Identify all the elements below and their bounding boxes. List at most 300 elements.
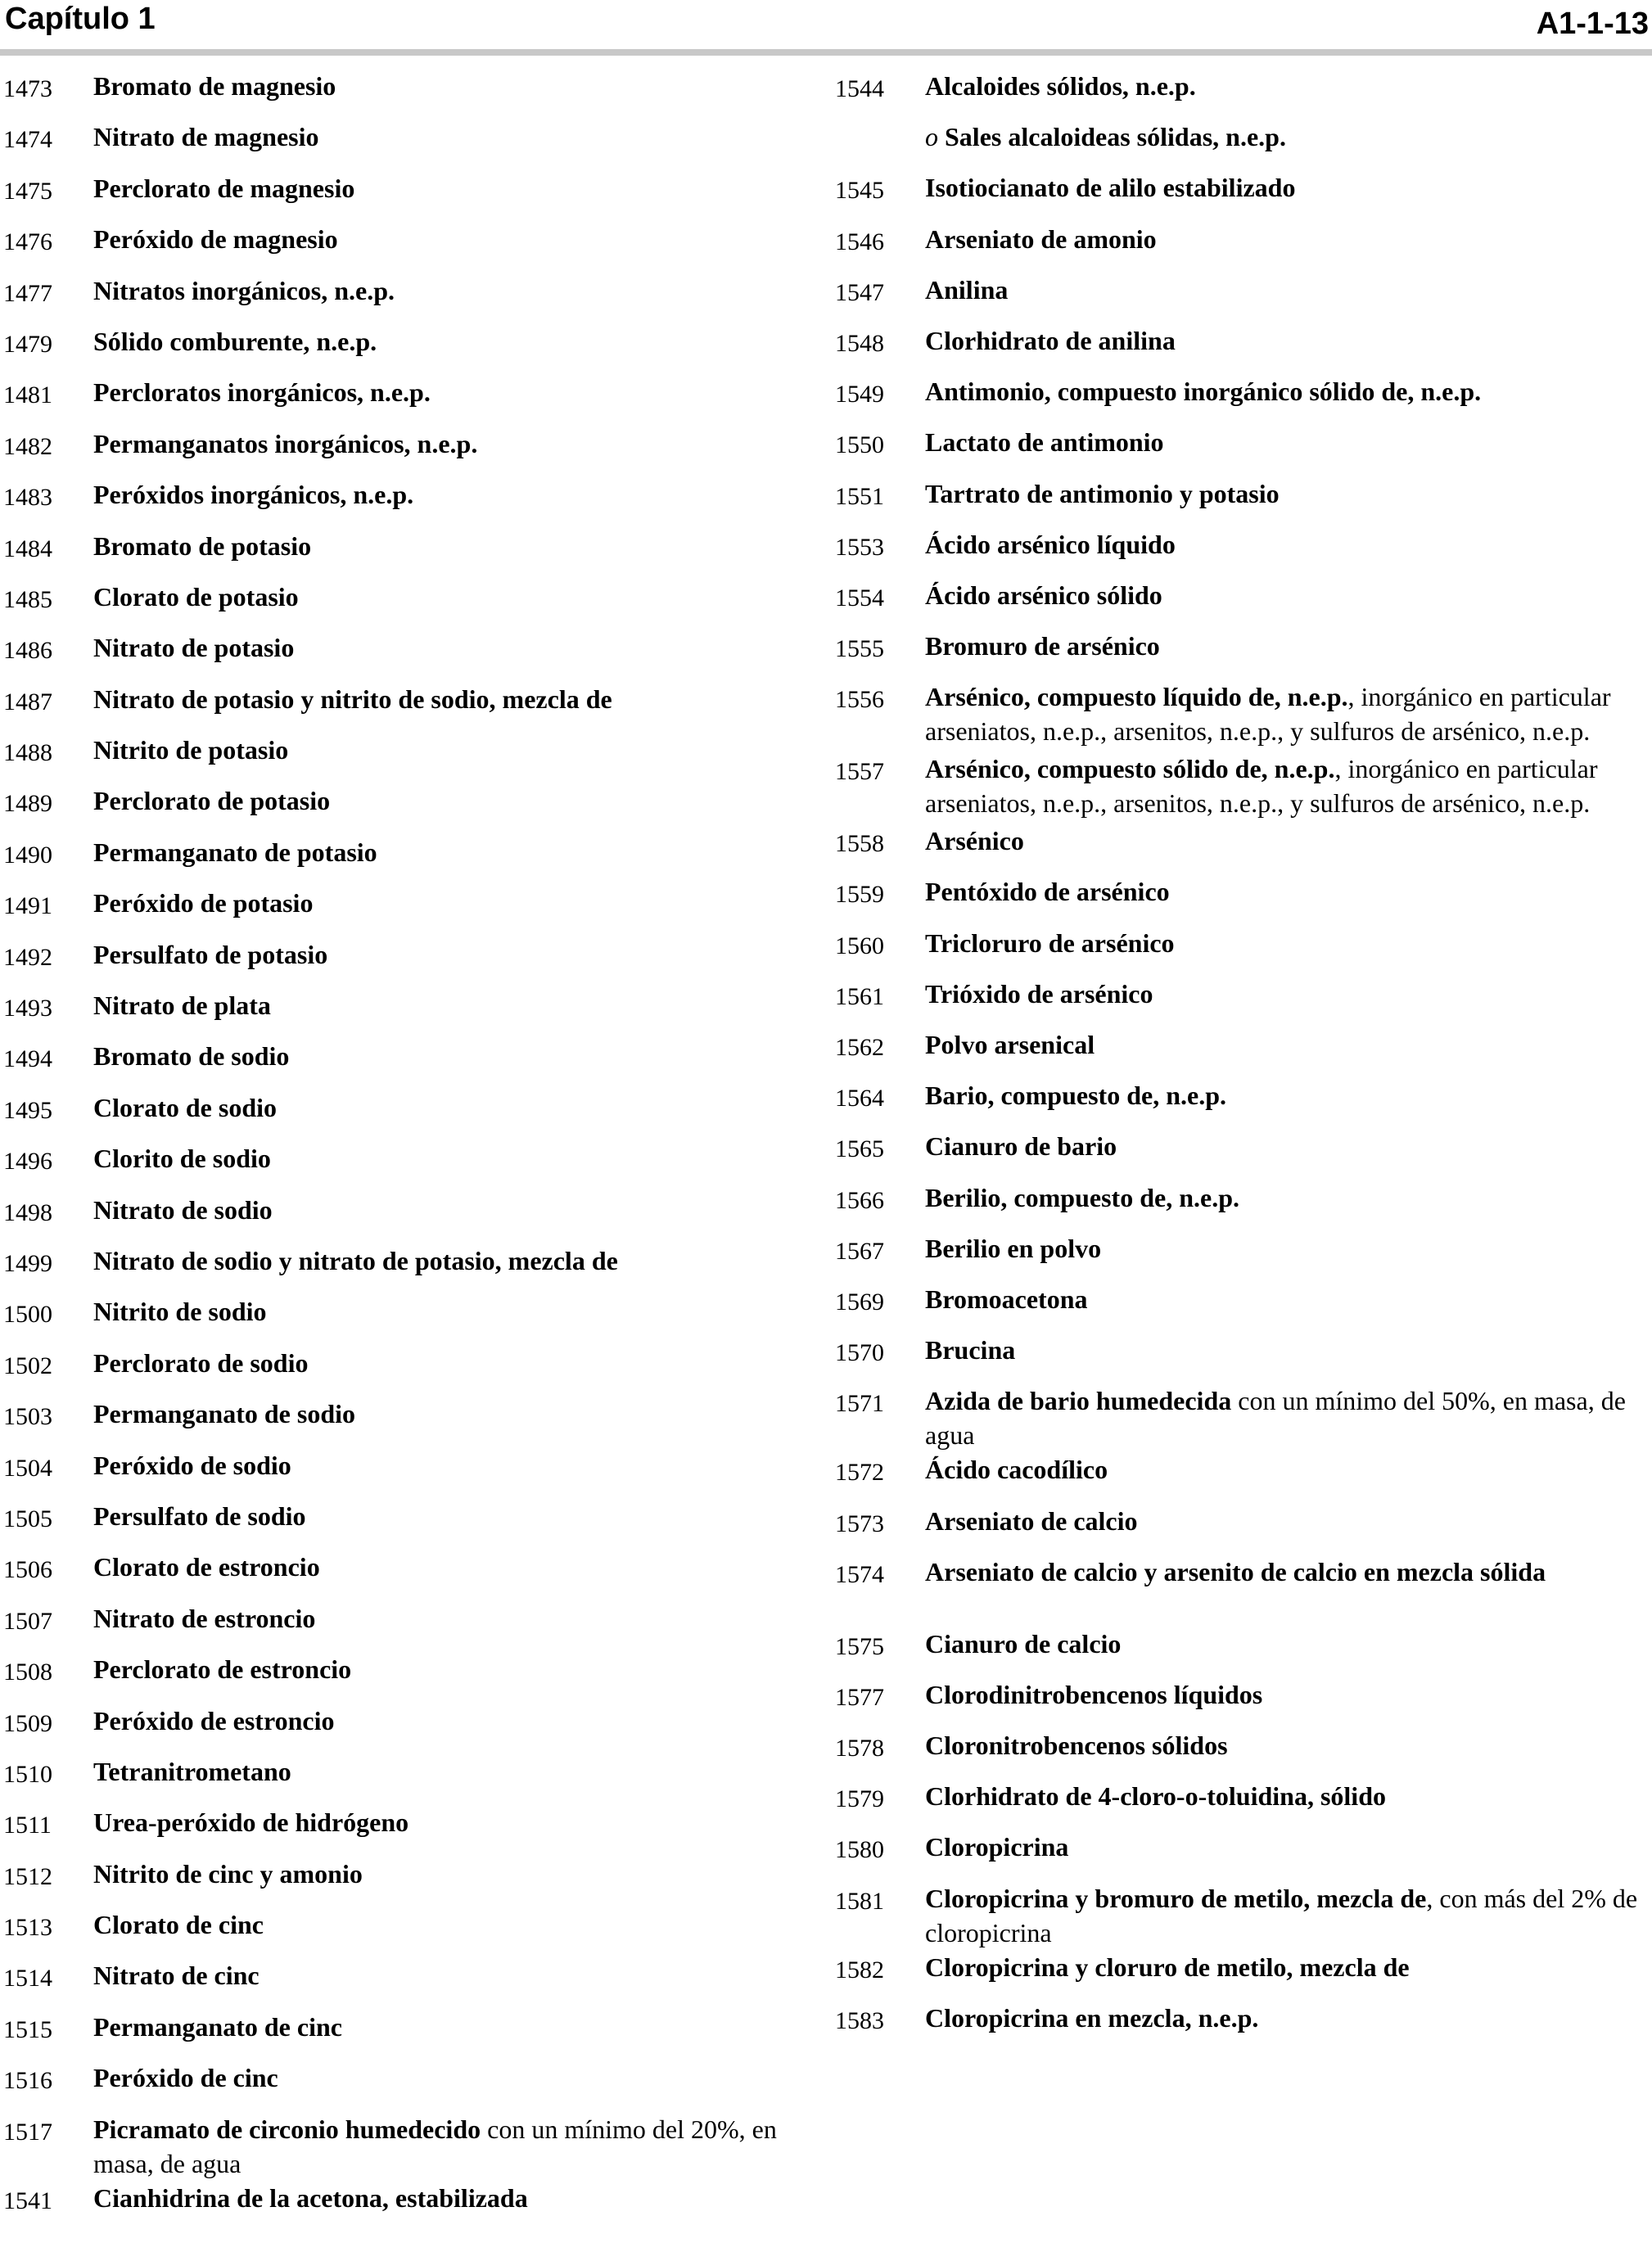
- substance-name: [925, 977, 1645, 1011]
- un-number: 1550: [835, 431, 884, 459]
- un-number: 1506: [3, 1556, 52, 1584]
- substance-name: [925, 1677, 1645, 1712]
- entry-row: [0, 937, 786, 988]
- un-number: 1475: [3, 177, 52, 205]
- un-number: 1476: [3, 228, 52, 256]
- un-number: 1513: [3, 1914, 52, 1942]
- substance-name-bold: Nitrito de potasio: [93, 735, 289, 765]
- entry-row: [835, 374, 1645, 425]
- entry-row: [835, 2001, 1645, 2051]
- entry-row: [0, 1294, 786, 1345]
- substance-name: [925, 1950, 1645, 1984]
- entry-row: [835, 1950, 1645, 2001]
- substance-name-bold: Percloratos inorgánicos, n.e.p.: [93, 377, 431, 408]
- substance-name-bold: Ácido cacodílico: [925, 1455, 1108, 1485]
- substance-name-bold: Permanganatos inorgánicos, n.e.p.: [93, 428, 478, 458]
- un-number: 1583: [835, 2006, 884, 2034]
- substance-name: [93, 1704, 786, 1738]
- entry-row: [0, 630, 786, 681]
- substance-name-bold: Arsénico, compuesto sólido de, n.e.p.: [925, 754, 1335, 784]
- substance-name-bold: Tartrato de antimonio y potasio: [925, 478, 1280, 508]
- substance-name: [925, 1830, 1645, 1864]
- substance-name: [93, 580, 786, 614]
- un-number: 1503: [3, 1403, 52, 1431]
- un-number: 1572: [835, 1459, 884, 1487]
- un-number: 1504: [3, 1454, 52, 1482]
- entry-row: [835, 1627, 1645, 1677]
- entry-row: [0, 477, 786, 528]
- entry-row: [0, 529, 786, 580]
- substance-name-bold: Nitrato de sodio: [93, 1194, 273, 1225]
- entry-row: [0, 783, 786, 834]
- substance-name-bold: Trióxido de arsénico: [925, 978, 1153, 1009]
- un-number: 1507: [3, 1607, 52, 1635]
- substance-name: [925, 1555, 1645, 1589]
- un-number: 1517: [3, 2118, 52, 2146]
- entry-row: [835, 1231, 1645, 1282]
- page-number: A1-1-13: [1536, 7, 1649, 41]
- substance-name: [925, 1231, 1645, 1266]
- un-number: 1481: [3, 381, 52, 409]
- entry-row: [835, 120, 1645, 170]
- substance-name-bold: Bromato de sodio: [93, 1041, 290, 1072]
- substance-name: [93, 477, 786, 512]
- substance-name: [93, 1193, 786, 1227]
- un-number: 1579: [835, 1785, 884, 1813]
- substance-name-bold: Bromuro de arsénico: [925, 631, 1160, 661]
- un-number: 1490: [3, 841, 52, 869]
- substance-name: [925, 170, 1645, 205]
- entry-row: [835, 222, 1645, 273]
- substance-name-bold: Nitrito de cinc y amonio: [93, 1858, 363, 1889]
- un-number: 1499: [3, 1249, 52, 1277]
- substance-name-bold: Perclorato de magnesio: [93, 173, 355, 203]
- un-number: 1560: [835, 932, 884, 959]
- substance-name-bold: Arsénico: [925, 826, 1024, 856]
- entry-row: [835, 977, 1645, 1027]
- substance-name-bold: Bromato de potasio: [93, 530, 312, 561]
- entry-row: [0, 375, 786, 426]
- un-number: 1495: [3, 1096, 52, 1124]
- substance-name: [925, 824, 1645, 858]
- un-number: 1510: [3, 1760, 52, 1788]
- un-number: 1511: [3, 1812, 52, 1839]
- un-number: 1500: [3, 1301, 52, 1329]
- substance-name: [925, 2001, 1645, 2035]
- substance-name-bold: Clorato de sodio: [93, 1092, 277, 1122]
- chapter-title: Capítulo 1: [5, 2, 156, 36]
- substance-name-bold: Clorhidrato de anilina: [925, 325, 1176, 355]
- un-number: 1496: [3, 1148, 52, 1176]
- un-number: 1553: [835, 533, 884, 561]
- un-number: 1473: [3, 75, 52, 102]
- entry-row: [0, 988, 786, 1039]
- un-number: 1571: [835, 1390, 884, 1418]
- substance-name-bold: Bromoacetona: [925, 1284, 1088, 1314]
- substance-name: [925, 323, 1645, 358]
- substance-name: [925, 273, 1645, 307]
- substance-name: [925, 1282, 1645, 1316]
- un-number: 1564: [835, 1085, 884, 1112]
- substance-name: [925, 1627, 1645, 1661]
- substance-name: [93, 937, 786, 972]
- substance-qualifier: , con más del 2% de cloropicrina: [925, 1883, 1638, 1947]
- substance-name: [93, 1857, 786, 1891]
- entry-row: [0, 222, 786, 273]
- substance-name-bold: Nitrato de magnesio: [93, 122, 319, 152]
- entry-row: [0, 1193, 786, 1243]
- substance-name-bold: Peróxido de magnesio: [93, 224, 338, 255]
- substance-name-bold: Tetranitrometano: [93, 1756, 291, 1786]
- substance-name-bold: Perclorato de sodio: [93, 1347, 309, 1378]
- substance-qualifier: , inorgánico en particular arseniatos, n.e.p., arsenitos, n.e.p., y sulfuros de arsénico, n.e.p.: [925, 754, 1598, 819]
- substance-name: [925, 374, 1645, 408]
- un-number: 1574: [835, 1560, 884, 1588]
- substance-name-bold: Lactato de antimonio: [925, 427, 1164, 458]
- substance-name: [93, 835, 786, 869]
- substance-name: [93, 1550, 786, 1584]
- substance-name: [93, 375, 786, 409]
- entry-row: [0, 1243, 786, 1294]
- un-number: 1488: [3, 739, 52, 767]
- substance-name: [93, 630, 786, 665]
- entry-row: [835, 1129, 1645, 1180]
- entry-row: [0, 1550, 786, 1600]
- un-number: 1557: [835, 758, 884, 786]
- substance-name-bold: Cloropicrina: [925, 1832, 1069, 1862]
- substance-name: [925, 1129, 1645, 1163]
- substance-qualifier: con un mínimo del 20%, en masa, de agua: [93, 2114, 777, 2178]
- entry-row: [0, 2060, 786, 2111]
- entry-row: [0, 2010, 786, 2060]
- substance-name-bold: Polvo arsenical: [925, 1030, 1095, 1059]
- entry-row: [835, 425, 1645, 476]
- substance-name-bold: Bromato de magnesio: [93, 71, 336, 101]
- un-number: 1575: [835, 1632, 884, 1660]
- un-number: 1580: [835, 1836, 884, 1864]
- substance-name: [925, 425, 1645, 459]
- entry-row: [835, 1728, 1645, 1779]
- entry-row: [0, 2181, 786, 2232]
- entry-row: [0, 1652, 786, 1703]
- substance-name: [93, 120, 786, 154]
- substance-name: [93, 1601, 786, 1636]
- entry-row: [0, 1346, 786, 1397]
- un-number: 1508: [3, 1659, 52, 1686]
- entry-row: [835, 578, 1645, 629]
- entry-row: [0, 273, 786, 324]
- substance-name-bold: Tricloruro de arsénico: [925, 927, 1175, 958]
- substance-name: [925, 874, 1645, 909]
- substance-name: [93, 682, 786, 716]
- substance-name: [93, 273, 786, 308]
- un-number: 1541: [3, 2187, 52, 2214]
- entry-row: [835, 1282, 1645, 1333]
- un-number: 1558: [835, 830, 884, 858]
- un-number: 1556: [835, 686, 884, 714]
- un-number: 1492: [3, 943, 52, 971]
- substance-name: [93, 1652, 786, 1686]
- un-number: 1484: [3, 535, 52, 562]
- entry-row: [0, 1499, 786, 1550]
- substance-name: [925, 578, 1645, 612]
- un-number: 1512: [3, 1862, 52, 1890]
- substance-qualifier: con un mínimo del 50%, en masa, de agua: [925, 1386, 1626, 1451]
- entry-row: [835, 926, 1645, 977]
- substance-name: [925, 1504, 1645, 1538]
- substance-name: [93, 324, 786, 359]
- substance-name: [93, 988, 786, 1022]
- entry-row: [835, 1504, 1645, 1555]
- un-number: 1498: [3, 1198, 52, 1226]
- substance-qualifier: , inorgánico en particular arseniatos, n.e.p., arsenitos, n.e.p., y sulfuros de arsénico, n.e.p.: [925, 682, 1611, 747]
- substance-name: [93, 1346, 786, 1380]
- substance-name-bold: Permanganato de potasio: [93, 837, 377, 867]
- un-number: 1578: [835, 1735, 884, 1762]
- entry-row: [0, 1141, 786, 1192]
- substance-name: [93, 171, 786, 205]
- un-number: 1554: [835, 584, 884, 612]
- un-number: 1581: [835, 1887, 884, 1915]
- entry-row: [835, 874, 1645, 925]
- substance-name-bold: Arseniato de calcio y arsenito de calcio en mezcla sólida: [925, 1556, 1546, 1586]
- substance-name: [925, 679, 1645, 748]
- un-number: 1483: [3, 484, 52, 512]
- substance-name: [93, 529, 786, 563]
- substance-name-bold: Arseniato de calcio: [925, 1505, 1138, 1536]
- entry-row: [0, 1397, 786, 1447]
- entry-row: [0, 682, 786, 733]
- entry-row: [0, 1704, 786, 1754]
- entry-row: [835, 1881, 1645, 1950]
- substance-name-bold: Nitrato de plata: [93, 991, 271, 1021]
- un-number: 1502: [3, 1352, 52, 1379]
- substance-name-bold: Peróxido de potasio: [93, 888, 314, 918]
- un-number: 1555: [835, 635, 884, 663]
- substance-name: [93, 886, 786, 920]
- substance-name: [93, 222, 786, 256]
- substance-name: [93, 2112, 786, 2181]
- entry-row: [835, 1078, 1645, 1129]
- entry-row: [835, 323, 1645, 374]
- substance-name: [925, 1383, 1645, 1452]
- un-number: 1544: [835, 75, 884, 102]
- substance-name: [925, 751, 1645, 820]
- un-number: 1547: [835, 278, 884, 306]
- substance-name: [925, 1452, 1645, 1487]
- substance-name: [925, 120, 1645, 154]
- substance-name: [93, 1294, 786, 1329]
- un-number: 1566: [835, 1186, 884, 1214]
- un-number: 1474: [3, 126, 52, 154]
- entry-row: [0, 324, 786, 375]
- un-number: 1577: [835, 1683, 884, 1711]
- entry-row: [0, 120, 786, 170]
- entry-row: [835, 476, 1645, 527]
- substance-name: [925, 527, 1645, 562]
- un-number: 1561: [835, 982, 884, 1010]
- entry-row: [0, 1907, 786, 1958]
- substance-name-bold: Persulfato de sodio: [93, 1501, 306, 1531]
- substance-name: [93, 426, 786, 461]
- substance-name-bold: Ácido arsénico líquido: [925, 529, 1176, 559]
- substance-name-bold: Nitrato de potasio y nitrito de sodio, mezcla de: [93, 684, 612, 714]
- substance-name-bold: Nitratos inorgánicos, n.e.p.: [93, 275, 395, 305]
- entry-row: [0, 1754, 786, 1805]
- un-number: 1548: [835, 329, 884, 357]
- substance-name: [925, 222, 1645, 256]
- substance-name: [93, 2010, 786, 2044]
- substance-name-bold: Peróxido de sodio: [93, 1450, 291, 1480]
- un-number: [835, 120, 925, 123]
- entry-row: [835, 1677, 1645, 1728]
- substance-name: [93, 1499, 786, 1533]
- un-number: 1485: [3, 585, 52, 613]
- substance-name: [925, 1078, 1645, 1112]
- un-number: 1546: [835, 228, 884, 255]
- un-number: 1562: [835, 1034, 884, 1061]
- left-column: [0, 69, 786, 2232]
- substance-name-bold: Clorito de sodio: [93, 1144, 271, 1174]
- substance-name: [93, 733, 786, 767]
- substance-name-bold: Cianhidrina de la acetona, estabilizada: [93, 2182, 528, 2213]
- substance-name-bold: Azida de bario humedecida: [925, 1386, 1232, 1416]
- entry-row: [835, 1779, 1645, 1830]
- un-number: 1514: [3, 1965, 52, 1993]
- substance-name: [93, 2181, 786, 2215]
- substance-name-bold: Cloronitrobencenos sólidos: [925, 1731, 1228, 1761]
- substance-name-bold: Peróxido de estroncio: [93, 1705, 335, 1735]
- entry-row: [835, 629, 1645, 679]
- un-number: 1479: [3, 330, 52, 358]
- substance-name: [93, 1090, 786, 1125]
- entry-row: [0, 171, 786, 222]
- substance-name: [93, 1907, 786, 1942]
- substance-name-bold: Cloropicrina en mezcla, n.e.p.: [925, 2002, 1259, 2033]
- substance-name-bold: Clorodinitrobencenos líquidos: [925, 1679, 1263, 1709]
- un-number: 1489: [3, 790, 52, 818]
- substance-name-bold: Cloropicrina y cloruro de metilo, mezcla de: [925, 1952, 1410, 1982]
- entry-row: [835, 679, 1645, 751]
- entry-row: [0, 1857, 786, 1907]
- entry-row: [0, 2112, 786, 2181]
- substance-name: [925, 69, 1645, 103]
- un-number: 1493: [3, 995, 52, 1022]
- un-number: 1549: [835, 381, 884, 408]
- entry-row: [0, 1448, 786, 1499]
- substance-name-bold: Antimonio, compuesto inorgánico sólido de, n.e.p.: [925, 377, 1482, 407]
- substance-name-bold: Perclorato de potasio: [93, 786, 331, 816]
- substance-name-bold: Isotiocianato de alilo estabilizado: [925, 173, 1296, 203]
- un-number: 1573: [835, 1510, 884, 1537]
- entry-row: [0, 733, 786, 783]
- substance-name: [925, 1180, 1645, 1215]
- substance-name: [925, 629, 1645, 663]
- substance-name: [925, 1779, 1645, 1813]
- substance-name-bold: Urea-peróxido de hidrógeno: [93, 1807, 409, 1838]
- substance-name: [93, 1243, 786, 1278]
- substance-name-bold: Arseniato de amonio: [925, 223, 1157, 254]
- substance-name-bold: Sales alcaloideas sólidas, n.e.p.: [938, 122, 1286, 152]
- substance-name-bold: Berilio, compuesto de, n.e.p.: [925, 1182, 1239, 1212]
- substance-name: [93, 1448, 786, 1483]
- substance-name-bold: Perclorato de estroncio: [93, 1654, 352, 1685]
- entry-row: [0, 1805, 786, 1856]
- substance-name-bold: Clorhidrato de 4-cloro-o-toluidina, sólido: [925, 1781, 1386, 1812]
- un-number: 1567: [835, 1237, 884, 1265]
- un-number: 1494: [3, 1045, 52, 1073]
- un-number: 1551: [835, 482, 884, 510]
- substance-name-bold: Ácido arsénico sólido: [925, 580, 1162, 610]
- substance-name-bold: Alcaloides sólidos, n.e.p.: [925, 71, 1196, 101]
- un-number: 1515: [3, 2015, 52, 2043]
- entry-row: [0, 1090, 786, 1141]
- substance-name-bold: Nitrito de sodio: [93, 1297, 267, 1327]
- substance-name-bold: Cloropicrina y bromuro de metilo, mezcla de: [925, 1883, 1427, 1913]
- header-rule: [0, 49, 1652, 56]
- substance-name-bold: Cianuro de bario: [925, 1131, 1117, 1162]
- substance-name-bold: Arsénico, compuesto líquido de, n.e.p.: [925, 682, 1348, 712]
- substance-name: [93, 1805, 786, 1839]
- entry-row: [835, 1333, 1645, 1383]
- substance-name-bold: Nitrato de cinc: [93, 1961, 260, 1991]
- italic-prefix: o: [925, 122, 938, 152]
- substance-name: [93, 1039, 786, 1073]
- substance-name: [93, 783, 786, 818]
- entry-row: [0, 1601, 786, 1652]
- substance-name-bold: Permanganato de sodio: [93, 1399, 355, 1429]
- substance-name: [925, 1333, 1645, 1367]
- substance-name-bold: Bario, compuesto de, n.e.p.: [925, 1081, 1226, 1111]
- un-number: 1477: [3, 279, 52, 307]
- substance-name-bold: Nitrato de sodio y nitrato de potasio, mezcla de: [93, 1245, 618, 1275]
- entry-row: [835, 1452, 1645, 1503]
- entry-row: [0, 580, 786, 630]
- substance-name-bold: Brucina: [925, 1335, 1016, 1365]
- un-number: 1545: [835, 177, 884, 205]
- un-number: 1570: [835, 1339, 884, 1367]
- substance-name: [925, 1027, 1645, 1062]
- entry-row: [835, 69, 1645, 120]
- un-number: 1509: [3, 1709, 52, 1737]
- entry-row: [0, 886, 786, 936]
- entry-row: [835, 273, 1645, 323]
- substance-name: [93, 1141, 786, 1176]
- entry-row: [0, 835, 786, 886]
- substance-name-bold: Cianuro de calcio: [925, 1628, 1122, 1659]
- substance-name-bold: Permanganato de cinc: [93, 2011, 342, 2042]
- substance-name: [93, 1754, 786, 1789]
- substance-name: [93, 1958, 786, 1993]
- substance-name-bold: Peróxido de cinc: [93, 2063, 278, 2093]
- entry-row: [835, 1027, 1645, 1078]
- substance-name: [93, 1397, 786, 1431]
- un-number: 1487: [3, 688, 52, 715]
- entry-row: [835, 1383, 1645, 1452]
- entry-row: [835, 1555, 1645, 1627]
- substance-name: [93, 2060, 786, 2095]
- entry-row: [835, 527, 1645, 578]
- substance-name-bold: Nitrato de potasio: [93, 633, 295, 663]
- substance-name-bold: Persulfato de potasio: [93, 939, 328, 969]
- substance-name-bold: Peróxidos inorgánicos, n.e.p.: [93, 480, 414, 510]
- entry-row: [0, 1958, 786, 2009]
- un-number: 1486: [3, 637, 52, 665]
- substance-name: [925, 476, 1645, 511]
- substance-name-bold: Sólido comburente, n.e.p.: [93, 326, 377, 356]
- entry-row: [835, 170, 1645, 221]
- entry-row: [835, 824, 1645, 874]
